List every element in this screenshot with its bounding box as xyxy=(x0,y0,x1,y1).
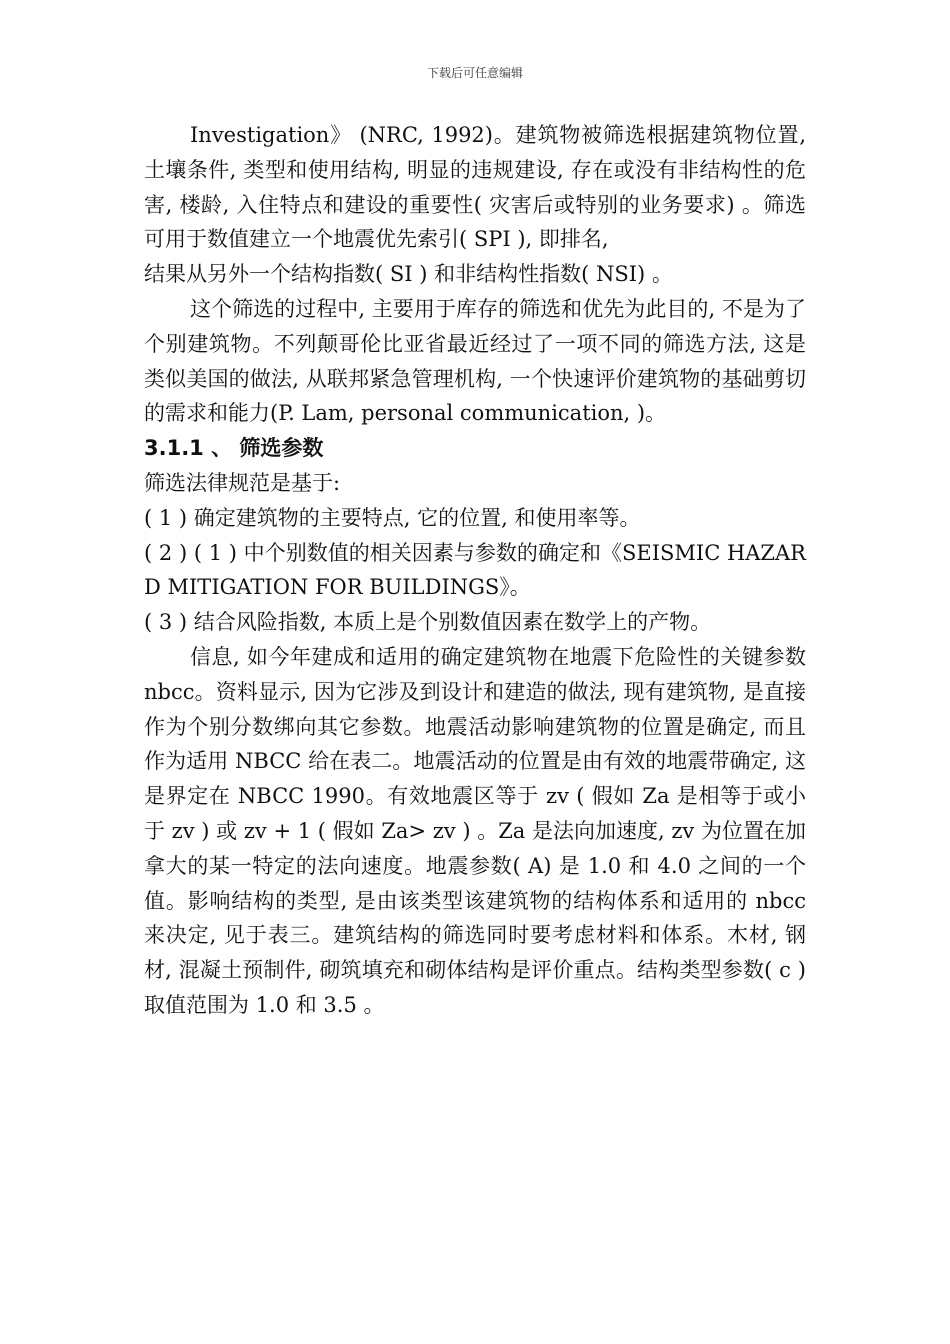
paragraph-screening-process: 这个筛选的过程中, 主要用于库存的筛选和优先为此目的, 不是为了个别建筑物。不列颠哥伦比亚省最近经过了一项不同的筛选方法, 这是类似美国的做法, 从联邦紧急管理机构, 一个快速评价建筑物的基础剪切的需求和能力(P. Lam, personal communication, )。 xyxy=(144,296,806,426)
paragraph-screening-basis: 筛选法律规范是基于: xyxy=(144,470,341,495)
paragraph-investigation: Investigation》 (NRC, 1992)。建筑物被筛选根据建筑物位置, 土壤条件, 类型和使用结构, 明显的违规建设, 存在或没有非结构性的危害, 楼龄, 入住特点和建设的重要性( 灾害后或特别的业务要求) 。筛选可用于数值建立一个地震优先索引( SPI ), 即排名, xyxy=(144,123,806,252)
paragraph-result-indices: 结果从另外一个结构指数( SI ) 和非结构性指数( NSI) 。 xyxy=(144,262,673,287)
page-header: 下载后可任意编辑 xyxy=(426,66,523,80)
document-body xyxy=(144,118,806,1023)
paragraph-information: 信息, 如今年建成和适用的确定建筑物在地震下危险性的关键参数 nbcc。资料显示, 因为它涉及到设计和建造的做法, 现有建筑物, 是直接作为个别分数绑向其它参数。地震活动影响建筑物的位置是确定, 而且作为适用 NBCC 给在表二。地震活动的位置是由有效的地震带确定, 这是界定在 NBCC 1990。有效地震区等于 zv ( 假如 Za 是相等于或小于 zv ) 或 zv + 1 ( 假如 Za> zv ) 。Za 是法向加速度, zv 为位置在加拿大的某一特定的法向速度。地震参数( A) 是 1.0 和 4.0 之间的一个值。影响结构的类型, 是由该类型该建筑物的结构体系和适用的 nbcc 来决定, 见于表三。建筑结构的筛选同时要考虑材料和体系。木材, 钢材, 混凝土预制件, 砌筑填充和砌体结构是评价重点。结构类型参数( c ) 取值范围为 1.0 和 3.5 。 xyxy=(144,644,806,1017)
list-item-3: ( 3 ) 结合风险指数, 本质上是个别数值因素在数学上的产物。 xyxy=(144,610,712,635)
list-item-2: ( 2 ) ( 1 ) 中个别数值的相关因素与参数的确定和《SEISMIC HAZARD MITIGATION FOR BUILDINGS》。 xyxy=(144,540,806,600)
list-item-1: ( 1 ) 确定建筑物的主要特点, 它的位置, 和使用率等。 xyxy=(144,505,641,530)
section-heading: 3.1.1 、 筛选参数 xyxy=(144,436,324,461)
